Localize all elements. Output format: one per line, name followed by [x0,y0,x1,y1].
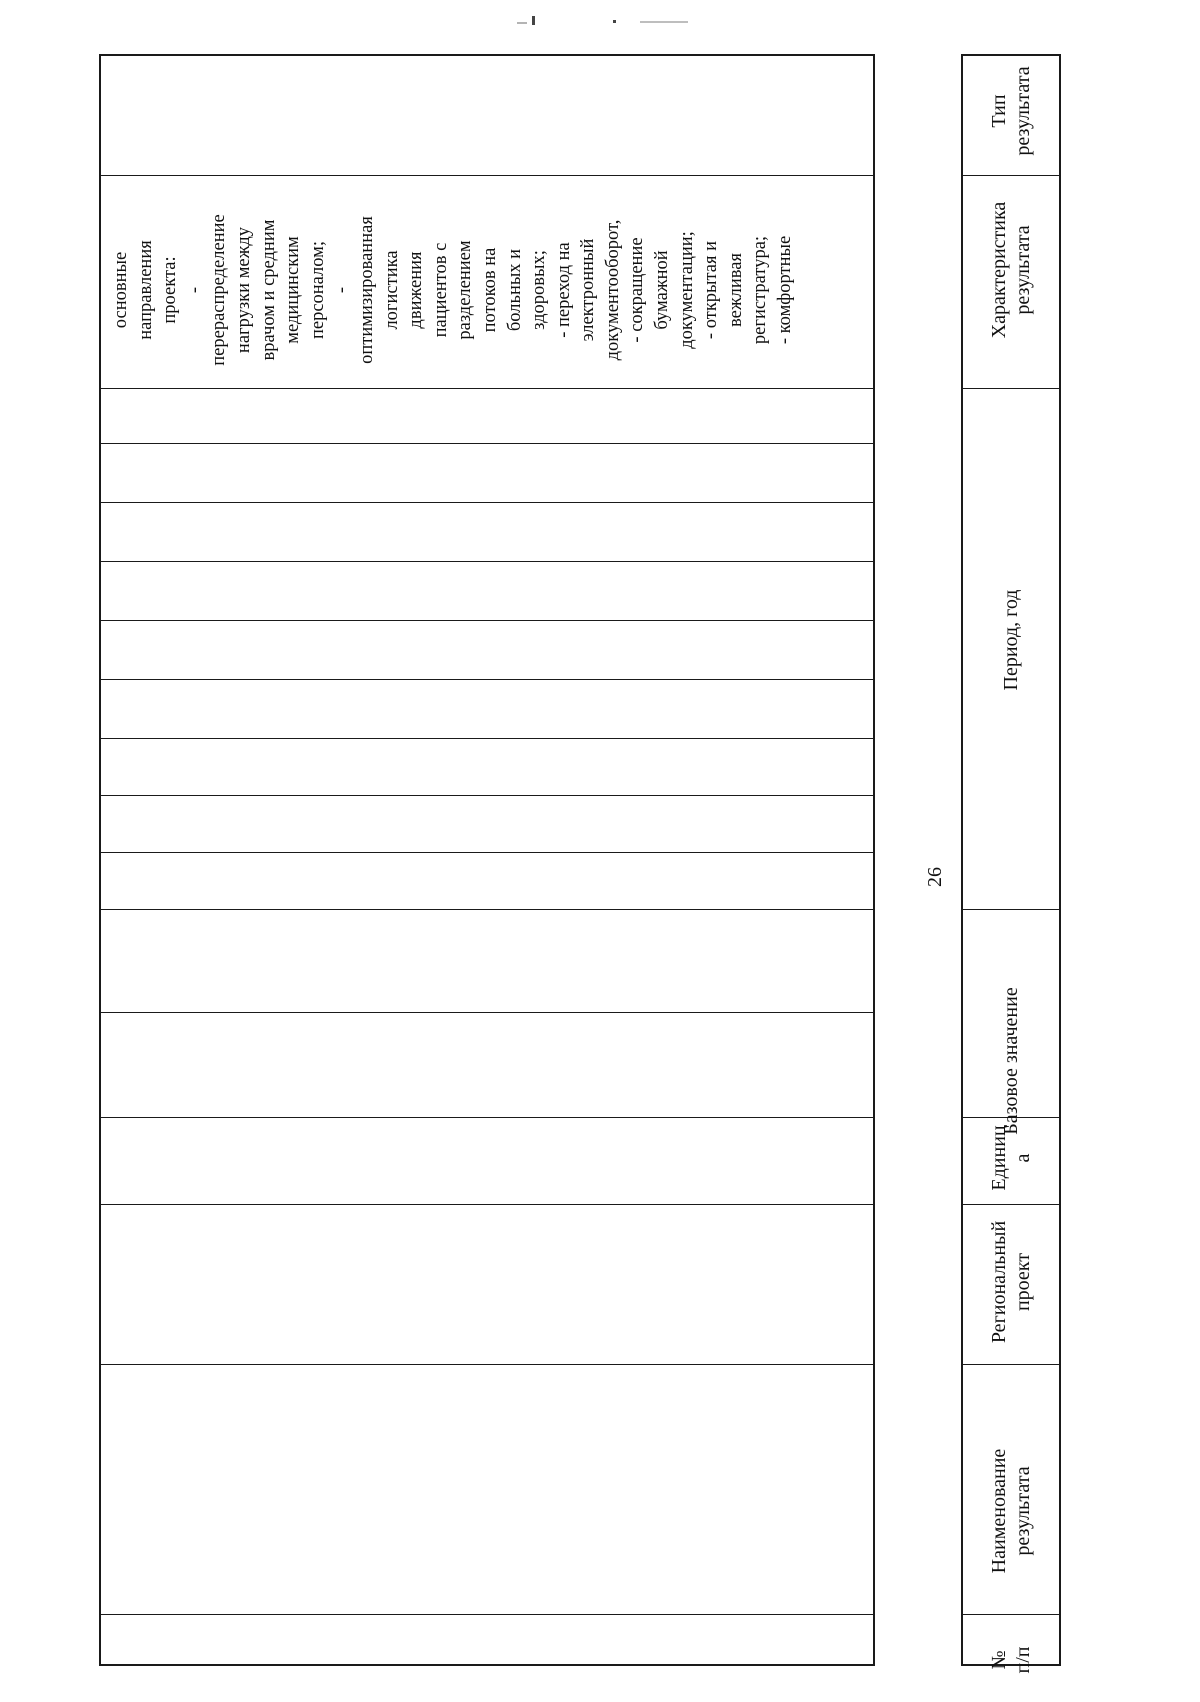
row-divider [101,679,873,680]
header-unit: Единиц а [988,1125,1034,1191]
row-divider [101,443,873,444]
row-divider [101,909,873,910]
characteristic-continuation-text: основные направления проекта: - перераспределение нагрузки между врачом и средним медицинским персоналом; - оптимизированная логистика движения пациентов с разделением потоков на больных и здоровых; - переход на электронный документооборот, - сокращение бумажной документации; - открытая и вежливая регистратура; - комфортные [111,214,796,366]
row-divider [101,1204,873,1205]
header-divider [963,388,1059,389]
page-number: 26 [924,867,946,887]
row-divider [101,738,873,739]
row-divider [101,852,873,853]
row-divider [101,1614,873,1615]
header-number: № п/п [988,1646,1034,1674]
row-divider [101,620,873,621]
header-result-type: Тип результата [988,66,1034,156]
header-regional-project: Региональный проект [988,1220,1034,1344]
header-divider [963,1364,1059,1365]
header-base-value: Базовое значение [1000,987,1022,1135]
row-divider [101,561,873,562]
header-characteristic: Характеристика результата [988,201,1034,339]
row-divider [101,795,873,796]
row-divider [101,1012,873,1013]
row-divider [101,175,873,176]
row-divider [101,1364,873,1365]
header-divider [963,909,1059,910]
row-divider [101,502,873,503]
header-result-name: Наименование результата [988,1448,1034,1574]
header-period: Период, год [1000,589,1022,691]
header-divider [963,1614,1059,1615]
row-divider [101,1117,873,1118]
